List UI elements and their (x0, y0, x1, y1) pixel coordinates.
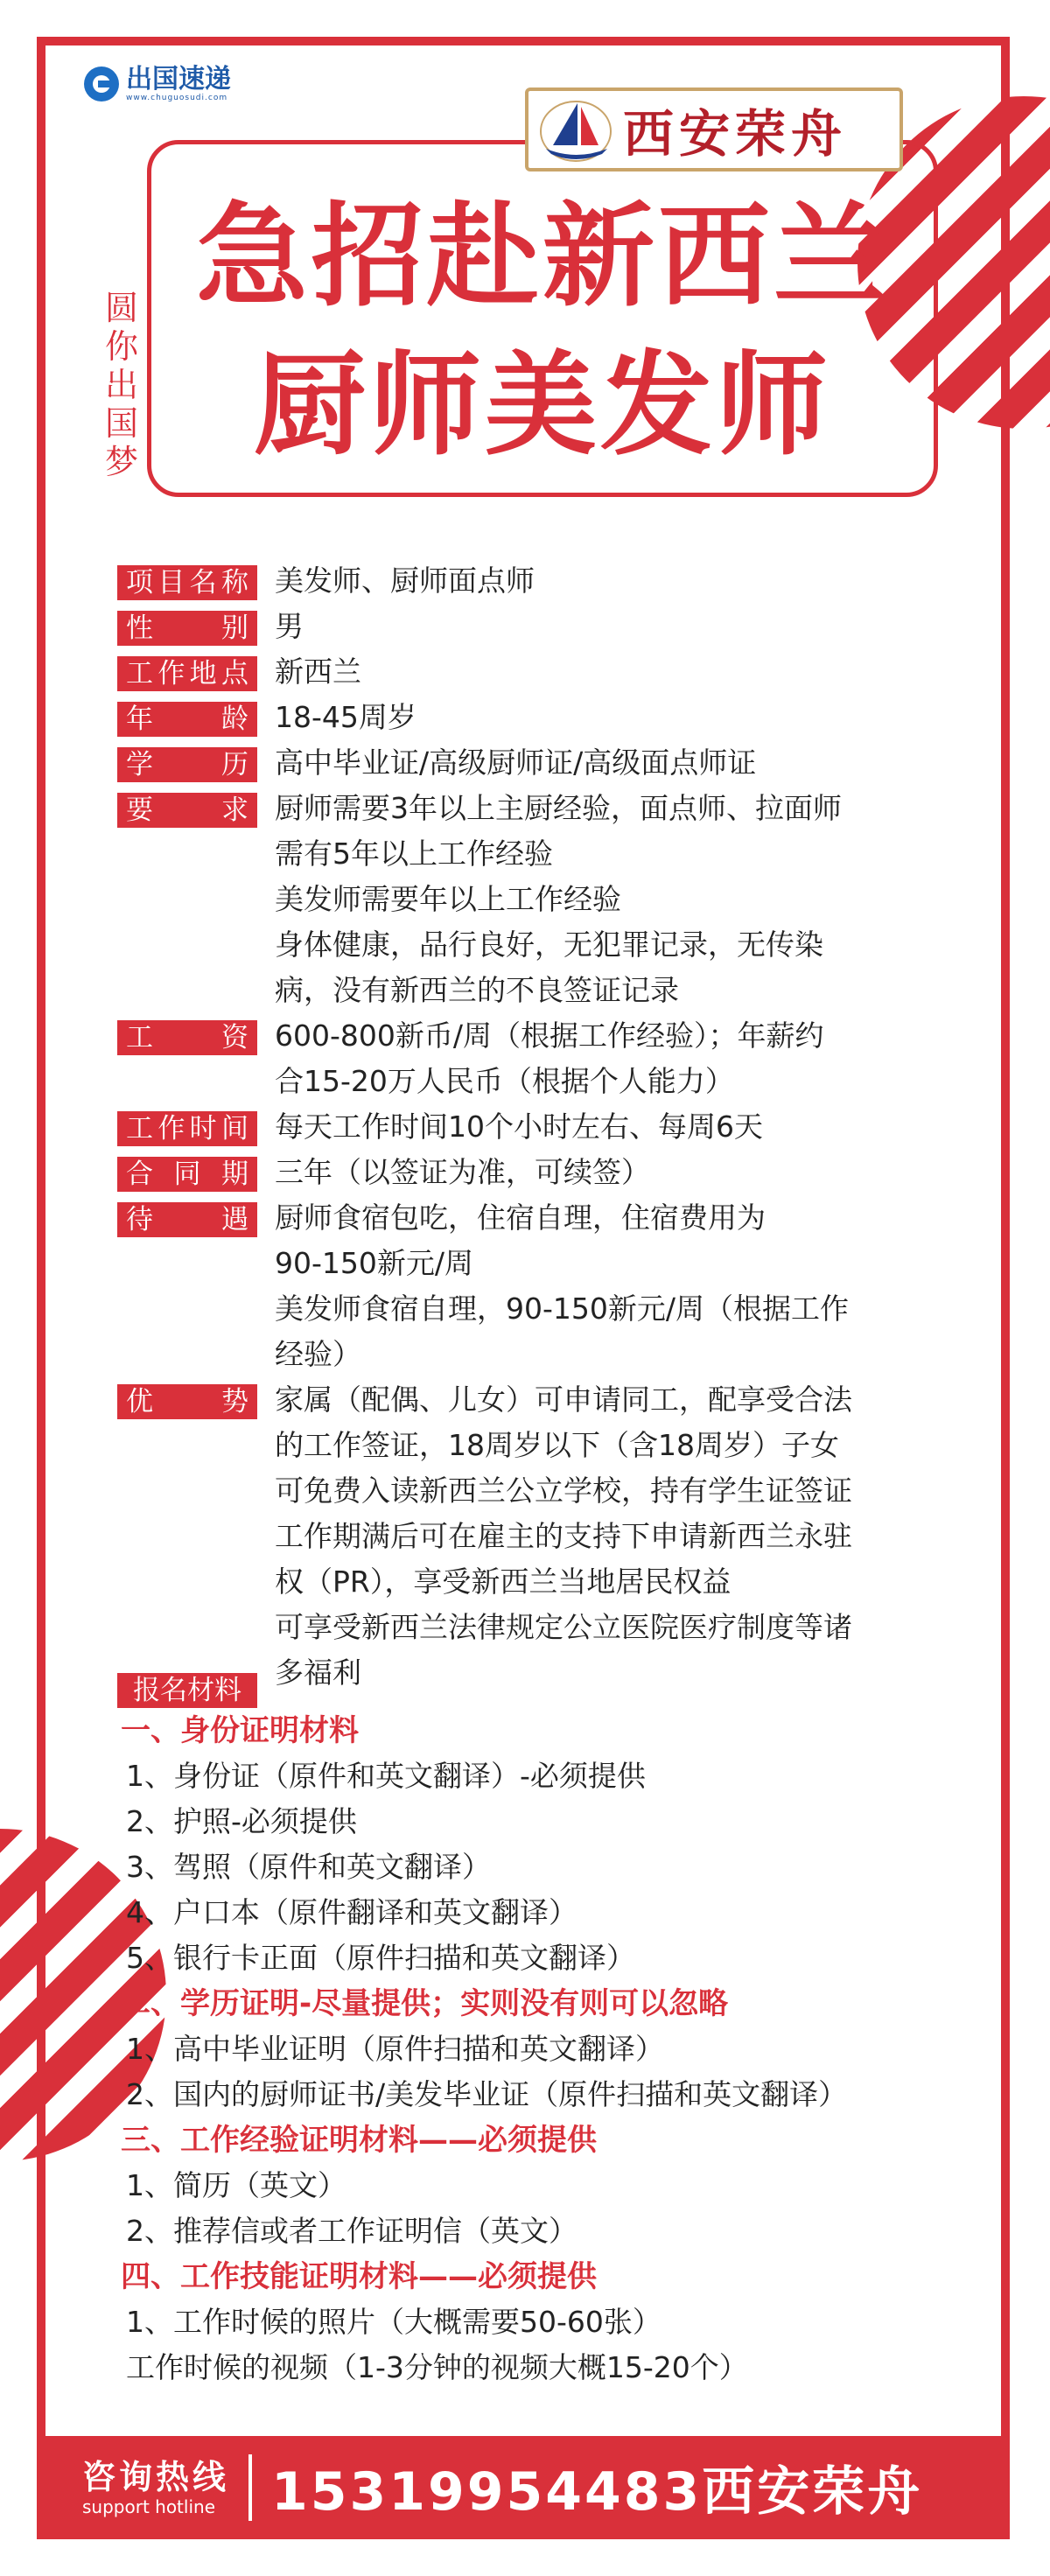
value-line: 高中毕业证/高级厨师证/高级面点师证 (275, 746, 757, 780)
logo-name: 出国速递 (126, 64, 231, 94)
application-materials (117, 1673, 957, 2390)
row-value (275, 1150, 957, 1195)
value-line: 合15-20万人民币（根据个人能力） (275, 1064, 734, 1098)
list-item: 2、护照-必须提供 (126, 1804, 357, 1838)
detail-row-advantages (117, 1377, 957, 1696)
row-value (275, 1013, 957, 1104)
row-value (275, 604, 957, 649)
row-label: 工作地点 (117, 656, 257, 691)
row-label: 项目名称 (117, 565, 257, 600)
value-line: 可享受新西兰法律规定公立医院医疗制度等诸 (275, 1610, 852, 1644)
value-line: 18-45周岁 (275, 700, 416, 734)
value-line: 需有5年以上工作经验 (275, 836, 553, 871)
row-label: 优 势 (117, 1384, 257, 1419)
value-line: 权（PR），享受新西兰当地居民权益 (275, 1564, 732, 1599)
detail-row-age (117, 695, 957, 740)
value-line: 家属（配偶、儿女）可申请同工，配享受合法 (275, 1382, 852, 1417)
list-item: 2、国内的厨师证书/美发毕业证（原件扫描和英文翻译） (126, 2077, 848, 2111)
company-name: 西安荣舟 (623, 104, 848, 164)
hotline-label (82, 2458, 229, 2517)
value-line: 美发师食宿自理，90-150新元/周（根据工作 (275, 1292, 850, 1326)
detail-row-gender (117, 604, 957, 649)
row-value (275, 1104, 957, 1150)
section-title-experience: 三、工作经验证明材料——必须提供 (121, 2123, 597, 2158)
value-line: 新西兰 (275, 654, 361, 689)
row-label: 性 别 (117, 611, 257, 646)
value-line: 经验） (275, 1337, 361, 1371)
list-item: 5、银行卡正面（原件扫描和英文翻译） (126, 1941, 635, 1975)
list-item: 4、户口本（原件翻译和英文翻译） (126, 1895, 578, 1929)
tagline-char: 你 (104, 327, 138, 366)
detail-row-benefits (117, 1195, 957, 1377)
logo (84, 63, 231, 105)
list-item: 3、驾照（原件和英文翻译） (126, 1850, 491, 1884)
list-item: 1、简历（英文） (126, 2168, 346, 2202)
row-label: 工作时间 (117, 1111, 257, 1146)
detail-row-education (117, 740, 957, 786)
row-value (275, 740, 957, 786)
value-line: 厨师食宿包吃，住宿自理，住宿费用为 (275, 1200, 766, 1235)
detail-row-salary (117, 1013, 957, 1104)
value-line: 90-150新元/周 (275, 1246, 474, 1280)
hotline-label-cn: 咨询热线 (82, 2458, 230, 2496)
row-label: 要 求 (117, 793, 257, 828)
row-value (275, 695, 957, 740)
list-item: 1、高中毕业证明（原件扫描和英文翻译） (126, 2032, 664, 2066)
row-label: 合同期 (117, 1157, 257, 1192)
hotline-bar (37, 2436, 1010, 2539)
tagline-char: 出 (104, 366, 138, 404)
value-line: 美发师需要年以上工作经验 (275, 882, 621, 916)
row-value (275, 1195, 957, 1377)
detail-row-project (117, 558, 957, 604)
detail-row-hours (117, 1104, 957, 1150)
hotline-number[interactable]: 15319954483西安荣舟 (271, 2461, 923, 2523)
value-line: 厨师需要3年以上主厨经验，面点师、拉面师 (275, 791, 842, 825)
row-label: 年 龄 (117, 702, 257, 737)
headline-line-2: 厨师美发师 (253, 340, 831, 471)
value-line: 男 (275, 609, 304, 643)
value-line: 身体健康，品行良好，无犯罪记录，无传染 (275, 928, 823, 962)
job-details (117, 558, 957, 1696)
value-line: 病，没有新西兰的不良签证记录 (275, 973, 679, 1007)
row-label: 待 遇 (117, 1202, 257, 1237)
value-line: 多福利 (275, 1656, 361, 1690)
value-line: 美发师、厨师面点师 (275, 564, 535, 598)
materials-label: 报名材料 (117, 1673, 257, 1708)
row-value (275, 786, 957, 1013)
value-line: 每天工作时间10个小时左右、每周6天 (275, 1110, 763, 1144)
tagline-vertical (102, 289, 142, 481)
section-title-skills: 四、工作技能证明材料——必须提供 (121, 2259, 597, 2294)
hotline-label-en: support hotline (82, 2496, 215, 2517)
detail-row-contract (117, 1150, 957, 1195)
list-item: 1、身份证（原件和英文翻译）-必须提供 (126, 1759, 646, 1793)
company-badge (525, 88, 903, 172)
boat-icon (534, 94, 618, 164)
headline-line-1: 急招赴新西兰 (195, 192, 889, 322)
row-value (275, 649, 957, 695)
list-item: 2、推荐信或者工作证明信（英文） (126, 2214, 578, 2248)
value-line: 600-800新币/周（根据工作经验）；年薪约 (275, 1018, 824, 1053)
value-line: 三年（以签证为准，可续签） (275, 1155, 650, 1189)
tagline-char: 国 (104, 404, 138, 443)
section-title-education: 二、学历证明-尽量提供；实则没有则可以忽略 (121, 1986, 729, 2021)
list-item: 1、工作时候的照片（大概需要50-60张） (126, 2305, 662, 2339)
detail-row-location (117, 649, 957, 695)
section-title-identity: 一、身份证明材料 (121, 1713, 359, 1748)
row-label: 学 历 (117, 747, 257, 782)
detail-row-requirements (117, 786, 957, 1013)
logo-url: www.chuguosudi.com (126, 94, 228, 102)
value-line: 可免费入读新西兰公立学校，持有学生证签证 (275, 1474, 852, 1508)
list-item: 工作时候的视频（1-3分钟的视频大概15-20个） (126, 2350, 748, 2384)
value-line: 的工作签证，18周岁以下（含18周岁）子女 (275, 1428, 839, 1462)
hotline-divider (248, 2454, 252, 2521)
tagline-char: 梦 (104, 443, 138, 481)
logo-mark-icon (84, 66, 119, 102)
row-label: 工 资 (117, 1020, 257, 1055)
row-value (275, 1377, 957, 1696)
value-line: 工作期满后可在雇主的支持下申请新西兰永驻 (275, 1519, 852, 1553)
tagline-char: 圆 (104, 289, 138, 327)
row-value (275, 558, 957, 604)
